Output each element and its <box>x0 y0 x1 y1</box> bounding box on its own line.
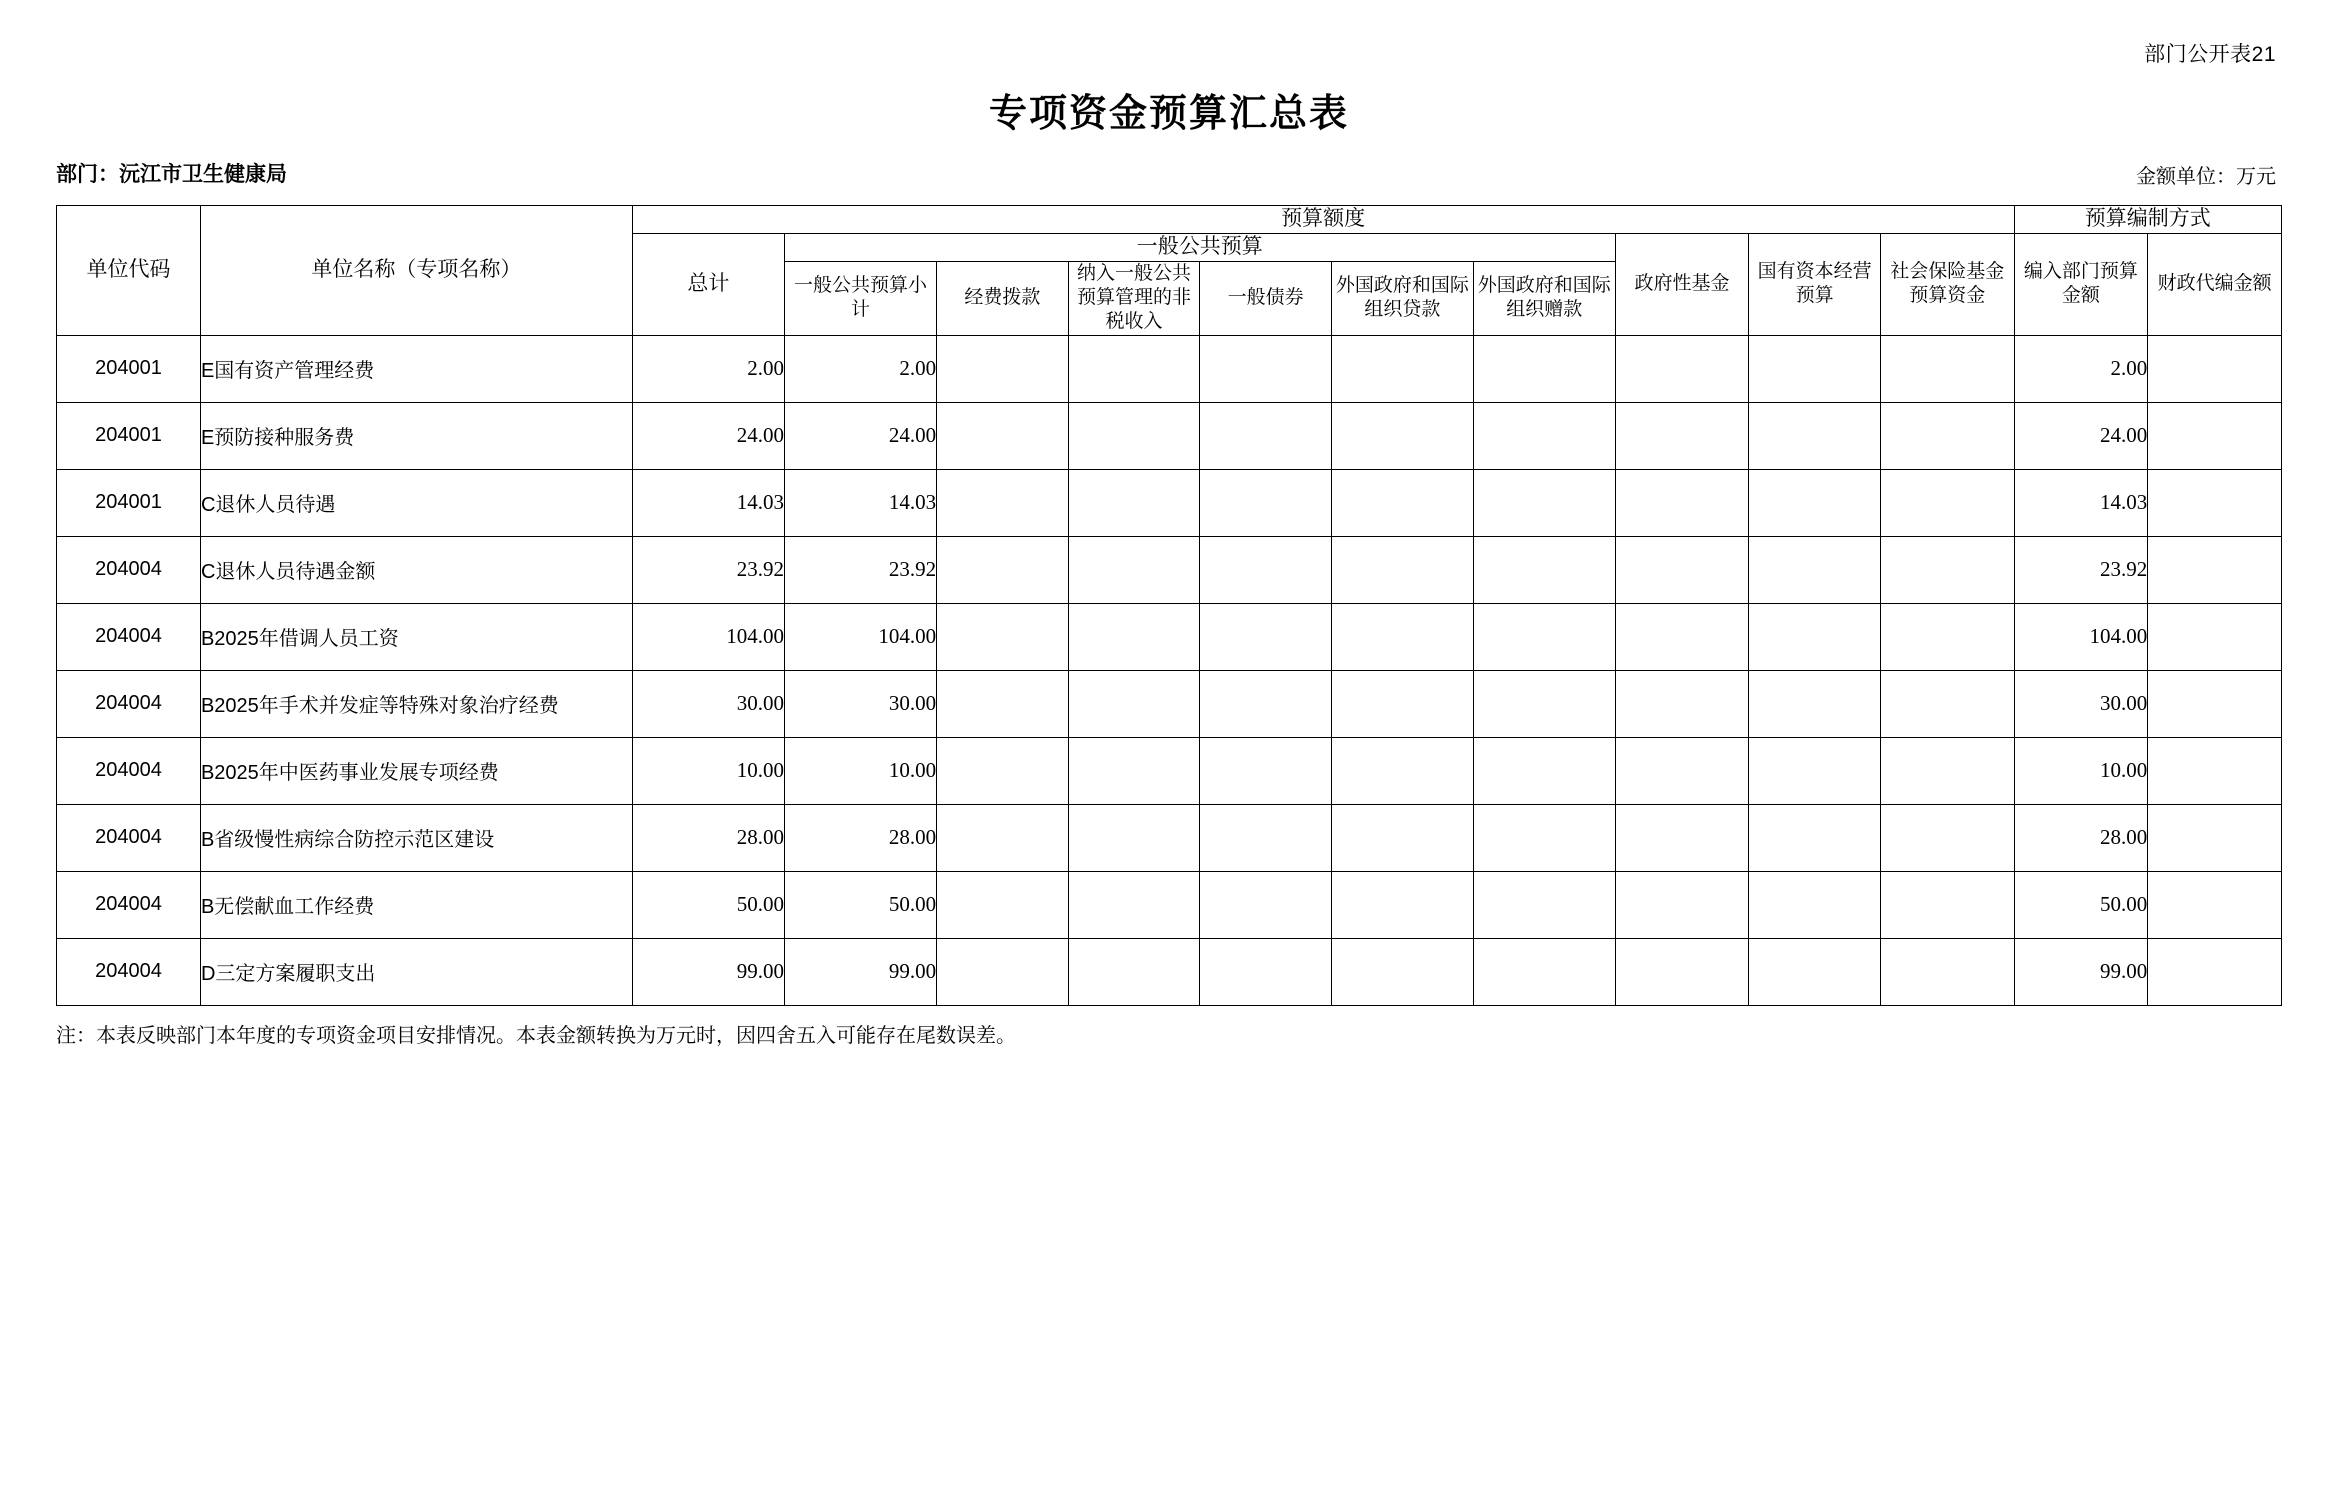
table-row <box>57 402 2282 469</box>
cell-general-public-sub: 23.92 <box>784 536 936 603</box>
cell-gov-fund <box>1615 804 1749 871</box>
cell-funding-appropriation <box>937 737 1069 804</box>
cell-finance-agency <box>2148 402 2282 469</box>
cell-foreign-loan <box>1331 737 1473 804</box>
cell-gov-fund <box>1615 938 1749 1005</box>
cell-foreign-grant <box>1473 670 1615 737</box>
cell-unit-code: 204001 <box>57 469 201 536</box>
table-row <box>57 871 2282 938</box>
header-budget-amount: 预算额度 <box>632 206 2014 234</box>
cell-unit-name: C退休人员待遇金额 <box>200 536 632 603</box>
cell-unit-code: 204004 <box>57 603 201 670</box>
cell-state-capital <box>1749 938 1881 1005</box>
cell-unit-name: D三定方案履职支出 <box>200 938 632 1005</box>
cell-gov-fund <box>1615 335 1749 402</box>
cell-funding-appropriation <box>937 402 1069 469</box>
header-social-insurance: 社会保险基金预算资金 <box>1880 233 2014 335</box>
cell-social-insurance <box>1880 536 2014 603</box>
cell-foreign-grant <box>1473 603 1615 670</box>
header-budget-method: 预算编制方式 <box>2014 206 2281 234</box>
cell-general-bond <box>1200 536 1332 603</box>
cell-general-public-sub: 30.00 <box>784 670 936 737</box>
cell-finance-agency <box>2148 603 2282 670</box>
cell-non-tax-income <box>1068 469 1200 536</box>
table-row <box>57 469 2282 536</box>
cell-state-capital <box>1749 536 1881 603</box>
cell-included-dept-budget: 14.03 <box>2014 469 2148 536</box>
cell-total: 10.00 <box>632 737 784 804</box>
cell-foreign-loan <box>1331 871 1473 938</box>
cell-total: 14.03 <box>632 469 784 536</box>
cell-foreign-loan <box>1331 402 1473 469</box>
cell-non-tax-income <box>1068 402 1200 469</box>
header-general-bond: 一般债券 <box>1200 261 1332 335</box>
cell-unit-name: B2025年借调人员工资 <box>200 603 632 670</box>
cell-funding-appropriation <box>937 603 1069 670</box>
table-body <box>57 335 2282 1005</box>
header-general-public: 一般公共预算 <box>784 233 1615 261</box>
cell-foreign-loan <box>1331 536 1473 603</box>
cell-finance-agency <box>2148 938 2282 1005</box>
cell-unit-name: C退休人员待遇 <box>200 469 632 536</box>
cell-funding-appropriation <box>937 335 1069 402</box>
cell-gov-fund <box>1615 670 1749 737</box>
budget-table <box>56 205 2282 1006</box>
cell-general-bond <box>1200 804 1332 871</box>
header-non-tax-income: 纳入一般公共预算管理的非税收入 <box>1068 261 1200 335</box>
cell-total: 23.92 <box>632 536 784 603</box>
header-general-public-sub: 一般公共预算小计 <box>784 261 936 335</box>
cell-included-dept-budget: 28.00 <box>2014 804 2148 871</box>
cell-total: 50.00 <box>632 871 784 938</box>
cell-foreign-grant <box>1473 938 1615 1005</box>
header-foreign-loan: 外国政府和国际组织贷款 <box>1331 261 1473 335</box>
table-row <box>57 603 2282 670</box>
cell-general-bond <box>1200 335 1332 402</box>
cell-social-insurance <box>1880 603 2014 670</box>
cell-total: 24.00 <box>632 402 784 469</box>
cell-social-insurance <box>1880 402 2014 469</box>
cell-non-tax-income <box>1068 938 1200 1005</box>
table-footnote: 注：本表反映部门本年度的专项资金项目安排情况。本表金额转换为万元时，因四舍五入可能存在尾数误差。 <box>56 1025 1016 1047</box>
cell-finance-agency <box>2148 670 2282 737</box>
cell-non-tax-income <box>1068 603 1200 670</box>
cell-state-capital <box>1749 804 1881 871</box>
cell-unit-name: B省级慢性病综合防控示范区建设 <box>200 804 632 871</box>
cell-general-bond <box>1200 737 1332 804</box>
department-label: 部门：沅江市卫生健康局 <box>56 163 287 186</box>
cell-total: 30.00 <box>632 670 784 737</box>
cell-state-capital <box>1749 335 1881 402</box>
cell-total: 104.00 <box>632 603 784 670</box>
cell-foreign-loan <box>1331 938 1473 1005</box>
cell-general-public-sub: 28.00 <box>784 804 936 871</box>
cell-finance-agency <box>2148 804 2282 871</box>
header-unit-code: 单位代码 <box>57 206 201 336</box>
cell-foreign-grant <box>1473 335 1615 402</box>
cell-funding-appropriation <box>937 670 1069 737</box>
cell-state-capital <box>1749 871 1881 938</box>
cell-foreign-loan <box>1331 469 1473 536</box>
cell-non-tax-income <box>1068 536 1200 603</box>
cell-included-dept-budget: 104.00 <box>2014 603 2148 670</box>
cell-unit-name: B2025年手术并发症等特殊对象治疗经费 <box>200 670 632 737</box>
cell-foreign-loan <box>1331 670 1473 737</box>
cell-unit-name: E国有资产管理经费 <box>200 335 632 402</box>
cell-state-capital <box>1749 670 1881 737</box>
table-row <box>57 804 2282 871</box>
cell-social-insurance <box>1880 804 2014 871</box>
cell-gov-fund <box>1615 536 1749 603</box>
cell-foreign-grant <box>1473 536 1615 603</box>
cell-finance-agency <box>2148 871 2282 938</box>
cell-foreign-grant <box>1473 737 1615 804</box>
header-funding-appropriation: 经费拨款 <box>937 261 1069 335</box>
cell-gov-fund <box>1615 603 1749 670</box>
cell-social-insurance <box>1880 871 2014 938</box>
cell-unit-code: 204004 <box>57 670 201 737</box>
cell-social-insurance <box>1880 335 2014 402</box>
cell-funding-appropriation <box>937 804 1069 871</box>
cell-gov-fund <box>1615 737 1749 804</box>
cell-general-bond <box>1200 871 1332 938</box>
cell-foreign-grant <box>1473 469 1615 536</box>
cell-finance-agency <box>2148 335 2282 402</box>
header-included-dept-budget: 编入部门预算金额 <box>2014 233 2148 335</box>
cell-non-tax-income <box>1068 871 1200 938</box>
cell-unit-name: B2025年中医药事业发展专项经费 <box>200 737 632 804</box>
cell-included-dept-budget: 24.00 <box>2014 402 2148 469</box>
cell-foreign-loan <box>1331 804 1473 871</box>
cell-total: 2.00 <box>632 335 784 402</box>
cell-social-insurance <box>1880 670 2014 737</box>
header-total: 总计 <box>632 233 784 335</box>
cell-included-dept-budget: 50.00 <box>2014 871 2148 938</box>
cell-unit-code: 204004 <box>57 737 201 804</box>
cell-finance-agency <box>2148 469 2282 536</box>
cell-non-tax-income <box>1068 737 1200 804</box>
cell-foreign-loan <box>1331 603 1473 670</box>
cell-social-insurance <box>1880 737 2014 804</box>
cell-state-capital <box>1749 402 1881 469</box>
cell-general-bond <box>1200 469 1332 536</box>
page-title: 专项资金预算汇总表 <box>988 93 1349 135</box>
cell-general-public-sub: 50.00 <box>784 871 936 938</box>
cell-general-public-sub: 14.03 <box>784 469 936 536</box>
cell-non-tax-income <box>1068 670 1200 737</box>
header-state-capital: 国有资本经营预算 <box>1749 233 1881 335</box>
cell-funding-appropriation <box>937 536 1069 603</box>
cell-finance-agency <box>2148 737 2282 804</box>
cell-general-bond <box>1200 670 1332 737</box>
cell-gov-fund <box>1615 402 1749 469</box>
cell-non-tax-income <box>1068 335 1200 402</box>
table-row <box>57 536 2282 603</box>
cell-gov-fund <box>1615 469 1749 536</box>
cell-unit-code: 204004 <box>57 938 201 1005</box>
cell-non-tax-income <box>1068 804 1200 871</box>
cell-state-capital <box>1749 469 1881 536</box>
cell-unit-code: 204004 <box>57 536 201 603</box>
cell-funding-appropriation <box>937 871 1069 938</box>
header-foreign-grant: 外国政府和国际组织赠款 <box>1473 261 1615 335</box>
cell-unit-code: 204001 <box>57 335 201 402</box>
header-unit-name: 单位名称（专项名称） <box>200 206 632 336</box>
cell-unit-name: E预防接种服务费 <box>200 402 632 469</box>
cell-included-dept-budget: 10.00 <box>2014 737 2148 804</box>
cell-included-dept-budget: 23.92 <box>2014 536 2148 603</box>
cell-foreign-grant <box>1473 871 1615 938</box>
cell-foreign-grant <box>1473 804 1615 871</box>
table-header <box>57 206 2282 336</box>
cell-included-dept-budget: 30.00 <box>2014 670 2148 737</box>
cell-general-public-sub: 24.00 <box>784 402 936 469</box>
cell-included-dept-budget: 99.00 <box>2014 938 2148 1005</box>
header-finance-agency: 财政代编金额 <box>2148 233 2282 335</box>
form-number-label: 部门公开表21 <box>2144 43 2276 66</box>
cell-general-bond <box>1200 402 1332 469</box>
cell-general-public-sub: 99.00 <box>784 938 936 1005</box>
cell-state-capital <box>1749 603 1881 670</box>
cell-total: 28.00 <box>632 804 784 871</box>
table-row <box>57 938 2282 1005</box>
table-row <box>57 737 2282 804</box>
cell-social-insurance <box>1880 469 2014 536</box>
cell-general-public-sub: 2.00 <box>784 335 936 402</box>
cell-unit-code: 204004 <box>57 804 201 871</box>
cell-included-dept-budget: 2.00 <box>2014 335 2148 402</box>
table-row <box>57 670 2282 737</box>
cell-gov-fund <box>1615 871 1749 938</box>
cell-finance-agency <box>2148 536 2282 603</box>
cell-social-insurance <box>1880 938 2014 1005</box>
cell-unit-name: B无偿献血工作经费 <box>200 871 632 938</box>
cell-general-public-sub: 10.00 <box>784 737 936 804</box>
cell-foreign-grant <box>1473 402 1615 469</box>
cell-general-bond <box>1200 938 1332 1005</box>
cell-funding-appropriation <box>937 469 1069 536</box>
header-gov-fund: 政府性基金 <box>1615 233 1749 335</box>
cell-unit-code: 204004 <box>57 871 201 938</box>
cell-general-public-sub: 104.00 <box>784 603 936 670</box>
cell-foreign-loan <box>1331 335 1473 402</box>
table-row <box>57 335 2282 402</box>
cell-unit-code: 204001 <box>57 402 201 469</box>
cell-general-bond <box>1200 603 1332 670</box>
cell-state-capital <box>1749 737 1881 804</box>
cell-funding-appropriation <box>937 938 1069 1005</box>
cell-total: 99.00 <box>632 938 784 1005</box>
amount-unit-label: 金额单位：万元 <box>2136 166 2276 188</box>
